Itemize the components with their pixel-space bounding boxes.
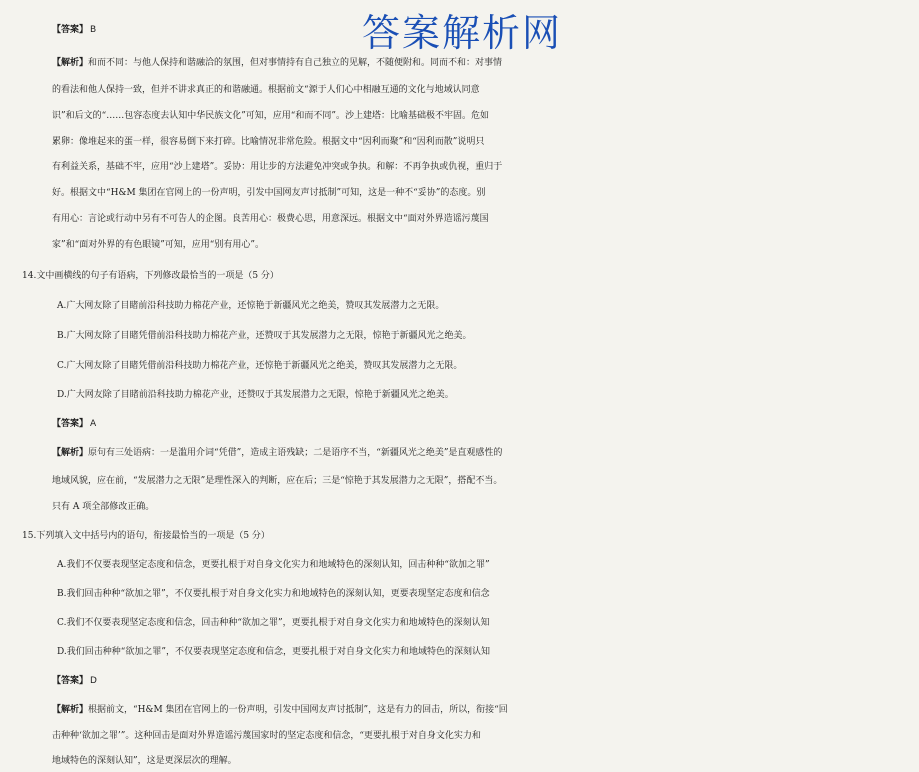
watermark-logo: 答案解析网 xyxy=(362,11,563,55)
q13-analysis-line-3: 识”和后文的“……包容态度去认知中华民族文化”可知，应用“和而不同”。沙上建塔：比喻基础极不牢固。危如 xyxy=(52,111,490,121)
q14-analysis-line-1: 【解析】原句有三处语病：一是滥用介词“凭借”，造成主语残缺；二是语序不当，“新疆风光之绝美”是直观感性的 xyxy=(52,448,503,458)
q14-analysis-line-2: 地域风貌，应在前，“发展潜力之无限”是理性深入的判断，应在后；三是“惊艳于其发展潜力之无限”，搭配不当。 xyxy=(52,476,503,486)
q15-answer xyxy=(52,667,919,695)
q13-answer-value: B xyxy=(90,25,97,35)
q13-analysis-tag: 【解析】 xyxy=(52,58,89,68)
q15-analysis-line-3: 地域特色的深刻认知”，这是更深层次的理解。 xyxy=(52,756,237,766)
q13-analysis-line-5: 有利益关系，基础不牢，应用“沙上建塔”。妥协：用让步的方法避免冲突或争执。和解：不再争执或仇视，重归于 xyxy=(52,162,503,172)
q14-option-b: B.广大网友除了目睹凭借前沿科技助力棉花产业，还赞叹于其发展潜力之无限，惊艳于新疆风光之绝美。 xyxy=(57,331,472,341)
q15-option-a: A.我们不仅要表现坚定态度和信念，更要扎根于对自身文化实力和地域特色的深刻认知，回击种种“欲加之罪” xyxy=(57,560,490,570)
q15-analysis-tag: 【解析】 xyxy=(52,705,89,715)
q14-analysis-tag: 【解析】 xyxy=(52,448,89,458)
q14-question: 14.文中画横线的句子有语病，下列修改最恰当的一项是（5 分） xyxy=(22,271,279,281)
q15-analysis-line-1: 【解析】根据前文，“H&M 集团在官网上的一份声明，引发中国网友声讨抵制”，这是有力的回击，所以，衔接“回 xyxy=(52,705,508,715)
q14-option-d: D.广大网友除了目睹前沿科技助力棉花产业，还赞叹于其发展潜力之无限，惊艳于新疆风光之绝美。 xyxy=(57,390,454,400)
q13-answer-tag: 【答案】 xyxy=(52,25,89,35)
q14-answer-tag: 【答案】 xyxy=(52,419,89,429)
q14-analysis-line-3: 只有 A 项全部修改正确。 xyxy=(52,502,155,512)
q15-option-b: B.我们回击种种“欲加之罪”，不仅要扎根于对自身文化实力和地域特色的深刻认知，更要表现坚定态度和信念 xyxy=(57,589,490,599)
q13-analysis-line-8: 家”和“面对外界的有色眼镜”可知，应用“别有用心”。 xyxy=(52,240,265,250)
q15-question: 15.下列填入文中括号内的语句，衔接最恰当的一项是（5 分） xyxy=(22,531,270,541)
q13-analysis-line-2: 的看法和他人保持一致，但并不讲求真正的和谐融通。根据前文“源于人们心中相融互通的文化与地域认同意 xyxy=(52,85,480,95)
q15-option-c: C.我们不仅要表现坚定态度和信念，回击种种“欲加之罪”，更要扎根于对自身文化实力和地域特色的深刻认知 xyxy=(57,618,490,628)
q13-analysis-line-4: 累卵：像堆起来的蛋一样，很容易倒下来打碎。比喻情况非常危险。根据文中“因利而聚”和“因利而散”说明只 xyxy=(52,137,485,147)
q15-answer-tag: 【答案】 xyxy=(52,676,89,686)
q15-analysis-line-2: 击种种‘欲加之罪’”。这种回击是面对外界造谣污蔑国家时的坚定态度和信念，“更要扎根于对自身文化实力和 xyxy=(52,731,481,741)
q15-answer-value: D xyxy=(90,676,97,686)
q14-answer-value: A xyxy=(90,419,97,429)
q13-analysis-line-6: 好。根据文中“H&M 集团在官网上的一份声明，引发中国网友声讨抵制”可知，这是一种不“妥协”的态度。别 xyxy=(52,188,486,198)
q14-option-a: A.广大网友除了目睹前沿科技助力棉花产业，还惊艳于新疆风光之绝美，赞叹其发展潜力之无限。 xyxy=(57,301,445,311)
q13-analysis-line-1: 【解析】和而不同：与他人保持和谐融洽的氛围，但对事情持有自己独立的见解，不随便附和。同而不和：对事情 xyxy=(52,58,503,68)
q14-answer xyxy=(52,410,919,438)
q14-option-c: C.广大网友除了目睹凭借前沿科技助力棉花产业，还惊艳于新疆风光之绝美，赞叹其发展潜力之无限。 xyxy=(57,361,463,371)
q13-answer xyxy=(52,16,919,44)
q13-analysis-line-7: 有用心：言论或行动中另有不可告人的企图。良苦用心：极费心思，用意深远。根据文中“面对外界造谣污蔑国 xyxy=(52,214,489,224)
q15-option-d: D.我们回击种种“欲加之罪”，不仅要表现坚定态度和信念，更要扎根于对自身文化实力和地域特色的深刻认知 xyxy=(57,647,490,657)
